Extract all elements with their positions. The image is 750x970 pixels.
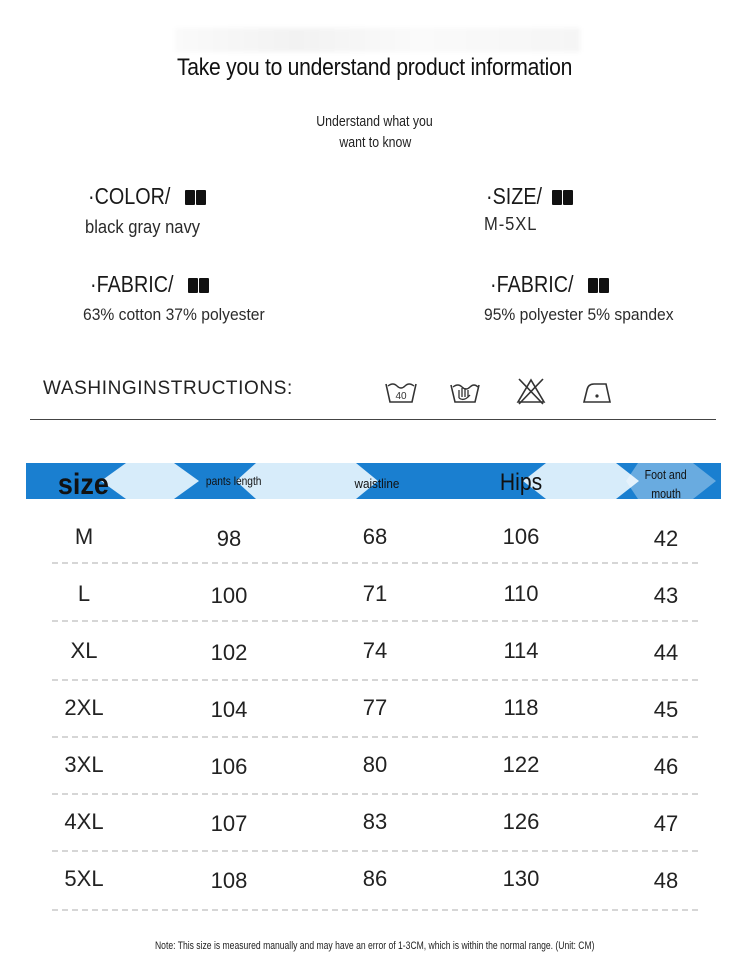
cell-waistline: 83	[362, 809, 388, 834]
table-row	[0, 740, 750, 797]
hand-wash-icon	[448, 376, 482, 406]
cell-waistline: 68	[362, 524, 388, 549]
missing-glyph-icon	[599, 278, 609, 293]
cell-pants-length: 107	[210, 811, 248, 836]
cell-hips: 110	[503, 581, 539, 606]
wash-40-icon	[384, 376, 418, 406]
table-row	[0, 626, 750, 683]
cell-hips: 114	[503, 638, 539, 663]
cell-waistline: 77	[362, 695, 388, 720]
cell-pants-length: 104	[210, 697, 248, 722]
header-foot-mouth: Foot and mouth	[644, 467, 688, 501]
cell-waistline: 71	[362, 581, 388, 606]
row-divider	[52, 736, 698, 738]
size-table-header	[26, 463, 721, 499]
cell-foot-mouth: 44	[653, 640, 679, 665]
missing-glyph-icon	[588, 278, 598, 293]
washing-instructions-label: WASHINGINSTRUCTIONS:	[43, 378, 293, 399]
missing-glyph-icon	[185, 190, 195, 205]
color-value: black gray navy	[85, 217, 201, 237]
do-not-bleach-icon	[514, 376, 548, 406]
cell-foot-mouth: 48	[653, 868, 679, 893]
cell-hips: 130	[502, 866, 540, 891]
header-pants-length: pants length	[206, 474, 262, 488]
row-divider	[52, 909, 698, 911]
cell-size: 5XL	[64, 866, 104, 891]
cell-pants-length: 100	[210, 583, 248, 608]
cell-size: 4XL	[64, 809, 104, 834]
missing-glyph-icon	[199, 278, 209, 293]
size-heading: ·SIZE/	[486, 183, 573, 210]
cell-size: 2XL	[64, 695, 104, 720]
cell-foot-mouth: 47	[653, 811, 679, 836]
header-size: size	[57, 468, 109, 501]
cell-hips: 126	[502, 809, 540, 834]
fabric-heading-2: ·FABRIC/	[490, 271, 609, 298]
size-value: M-5XL	[484, 214, 538, 234]
table-row	[0, 512, 750, 569]
cell-pants-length: 102	[210, 640, 248, 665]
table-row	[0, 683, 750, 740]
fabric-heading-1: ·FABRIC/	[90, 271, 209, 298]
cell-size: 3XL	[64, 752, 104, 777]
table-row	[0, 854, 750, 911]
row-divider	[52, 620, 698, 622]
missing-glyph-icon	[188, 278, 198, 293]
cell-foot-mouth: 45	[653, 697, 679, 722]
missing-glyph-icon	[196, 190, 206, 205]
header-waistline: waistline	[354, 476, 400, 491]
measurement-note: Note: This size is measured manually and may have an error of 1-3CM, which is within the normal range. (Unit: CM)	[155, 940, 595, 952]
row-divider	[52, 679, 698, 681]
wash-temp-label: 40	[395, 391, 407, 402]
row-divider	[52, 562, 698, 564]
header-hips: Hips	[499, 469, 543, 496]
table-row	[0, 797, 750, 854]
subtitle-line-1: Understand what you	[316, 114, 434, 130]
missing-glyph-icon	[563, 190, 573, 205]
cell-pants-length: 108	[210, 868, 248, 893]
cell-foot-mouth: 42	[653, 526, 679, 551]
cell-size: XL	[70, 638, 98, 663]
cell-hips: 118	[503, 695, 539, 720]
cell-waistline: 74	[362, 638, 388, 663]
cell-hips: 122	[502, 752, 540, 777]
page-title: Take you to understand product information	[177, 54, 573, 81]
cell-waistline: 86	[362, 866, 388, 891]
cell-hips: 106	[502, 524, 540, 549]
cell-size: L	[77, 581, 91, 606]
iron-low-icon	[580, 376, 614, 406]
cell-waistline: 80	[362, 752, 388, 777]
faded-banner	[175, 28, 580, 52]
missing-glyph-icon	[552, 190, 562, 205]
color-heading: ·COLOR/	[88, 183, 206, 210]
table-row	[0, 569, 750, 626]
cell-foot-mouth: 46	[653, 754, 679, 779]
cell-size: M	[74, 524, 94, 549]
section-divider	[30, 419, 716, 420]
cell-pants-length: 106	[210, 754, 248, 779]
row-divider	[52, 850, 698, 852]
fabric-value-2: 95% polyester 5% spandex	[484, 305, 674, 324]
cell-pants-length: 98	[216, 526, 242, 551]
subtitle-line-2: want to know	[339, 135, 411, 151]
fabric-value-1: 63% cotton 37% polyester	[83, 305, 265, 324]
row-divider	[52, 793, 698, 795]
cell-foot-mouth: 43	[653, 583, 679, 608]
